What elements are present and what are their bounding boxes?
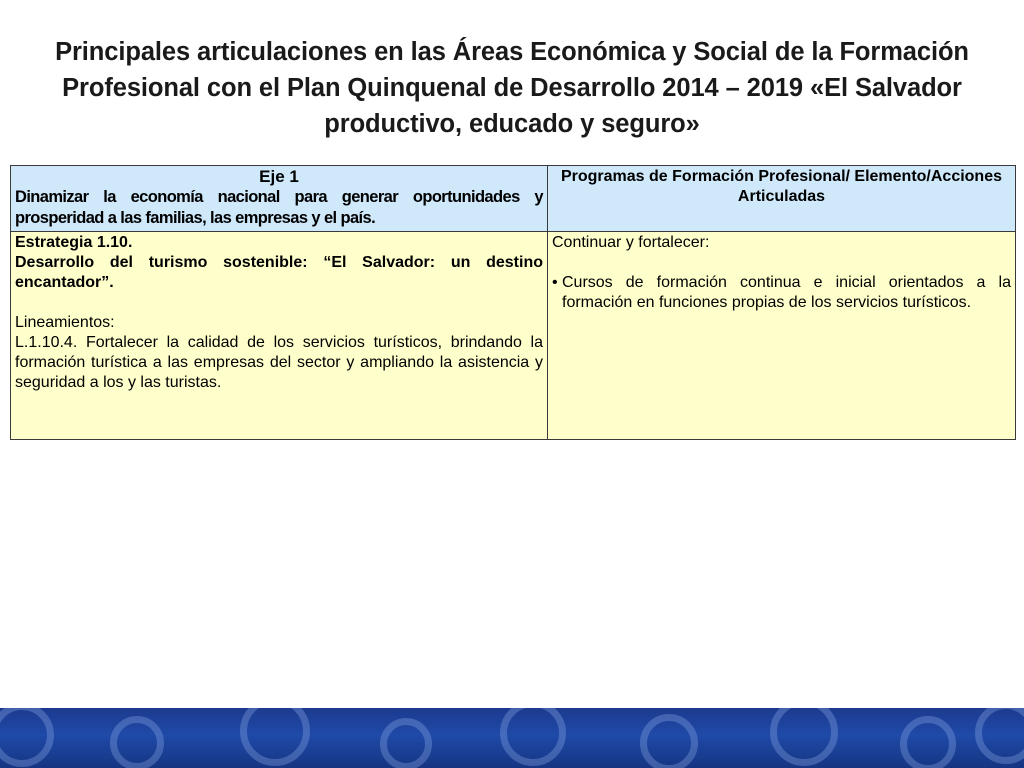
header-left-cell xyxy=(11,166,548,232)
gear-icon xyxy=(380,718,432,768)
articulation-table xyxy=(10,165,1016,440)
axis-description: Dinamizar la economía nacional para generar oportunidades y prosperidad a las familias, las empresas y el país. xyxy=(15,188,543,227)
list-item xyxy=(552,273,1011,313)
guidelines-label: Lineamientos: xyxy=(15,314,115,331)
gear-icon xyxy=(0,708,54,767)
bullet-icon: • xyxy=(552,274,558,291)
table-header-row xyxy=(11,166,1016,232)
gear-icon xyxy=(640,714,698,768)
gear-icon xyxy=(770,708,838,766)
footer-banner xyxy=(0,708,1024,768)
guideline-text: L.1.10.4. Fortalecer la calidad de los servicios turísticos, brindando la formación turística a las empresas del sector y ampliando la asistencia y seguridad a los y las turistas. xyxy=(15,334,543,391)
gear-icon xyxy=(240,708,310,766)
strategy-cell xyxy=(11,232,548,440)
gear-icon xyxy=(500,708,566,766)
gear-icon xyxy=(110,716,164,768)
actions-intro: Continuar y fortalecer: xyxy=(552,234,710,251)
strategy-label: Estrategia 1.10. xyxy=(15,234,133,251)
table-row xyxy=(11,232,1016,440)
action-text: Cursos de formación continua e inicial orientados a la formación en funciones propias de los servicios turísticos. xyxy=(562,274,1011,311)
strategy-text: Desarrollo del turismo sostenible: “El Salvador: un destino encantador”. xyxy=(15,254,543,291)
gear-icon xyxy=(975,708,1024,764)
actions-cell xyxy=(548,232,1016,440)
header-right-cell: Programas de Formación Profesional/ Elemento/Acciones Articuladas xyxy=(548,166,1016,232)
slide-title: Principales articulaciones en las Áreas Económica y Social de la Formación Profesional con el Plan Quinquenal de Desarrollo 2014 – 2019 «El Salvador productivo, educado y seguro» xyxy=(55,38,969,138)
gear-icon xyxy=(900,716,956,768)
axis-label: Eje 1 xyxy=(259,167,299,186)
